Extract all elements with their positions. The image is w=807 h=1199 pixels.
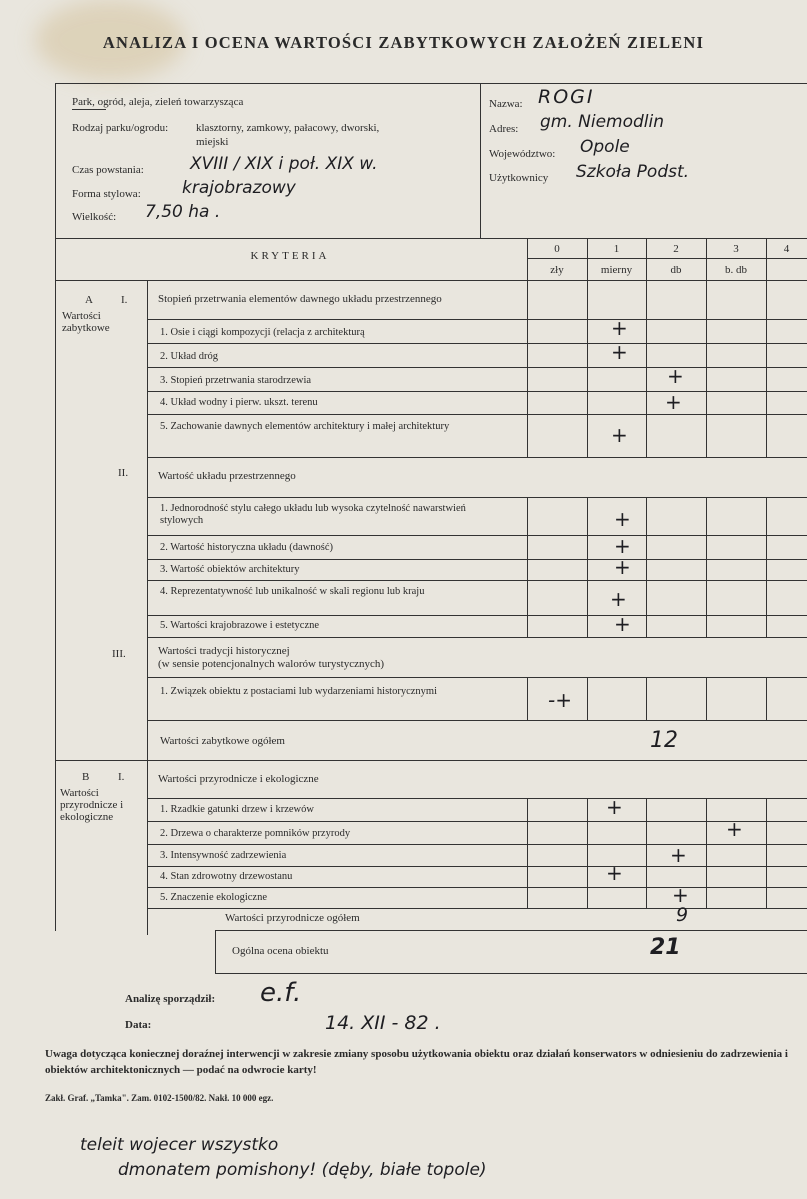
section-b-label: Wartości przyrodnicze i ekologiczne	[60, 787, 124, 823]
b-total-label: Wartości przyrodnicze ogółem	[225, 912, 360, 924]
mark-a2-1: +	[614, 507, 631, 531]
b1-item-4: 4. Stan zdrowotny drzewostanu	[160, 871, 293, 882]
wielkosc-label: Wielkość:	[72, 211, 117, 223]
a1-title: Stopień przetrwania elementów dawnego układu przestrzennego	[158, 293, 442, 305]
handwritten-note-line-1: teleit wojecer wszystko	[80, 1135, 279, 1155]
a-total-label: Wartości zabytkowe ogółem	[160, 735, 285, 747]
a1-item-1: 1. Osie i ciągi kompozycji (relacja z architekturą	[160, 327, 365, 338]
mark-a1-2: +	[611, 340, 628, 364]
nazwa-value: ROGI	[538, 86, 595, 108]
b-total-value: 9	[676, 904, 689, 926]
mark-a1-3: +	[667, 364, 684, 388]
section-a-label: Wartości zabytkowe	[62, 310, 110, 334]
rodzaj-label: Rodzaj parku/ogrodu:	[72, 122, 169, 134]
print-info: Zakł. Graf. „Tamka". Zam. 0102-1500/82. Nakł. 10 000 egz.	[45, 1093, 274, 1103]
czas-label: Czas powstania:	[72, 164, 144, 176]
mark-b1-5: +	[672, 883, 689, 907]
kryteria-header: KRYTERIA	[250, 250, 330, 262]
col-2-num: 2	[673, 243, 679, 255]
type-line	[72, 96, 243, 108]
a1-item-3: 3. Stopień przetrwania starodrzewia	[160, 375, 312, 386]
col-0-num: 0	[554, 243, 560, 255]
a3-title-1: Wartości tradycji historycznej	[158, 645, 290, 657]
section-b-roman: I.	[118, 771, 125, 783]
date-label: Data:	[125, 1019, 152, 1031]
section-b-letter: B	[82, 771, 90, 783]
col-0-label: zły	[550, 264, 564, 276]
a2-title: Wartość układu przestrzennego	[158, 470, 296, 482]
col-4-num: 4	[783, 243, 790, 255]
mark-a1-4: +	[665, 390, 682, 414]
mark-a2-3: +	[614, 555, 631, 579]
handwritten-note-line-2: dmonatem pomishony! (dęby, białe topole)	[118, 1160, 487, 1180]
a-total-value: 12	[650, 728, 678, 753]
woj-value: Opole	[580, 137, 630, 157]
overall-value: 21	[650, 935, 681, 960]
a2-item-4: 4. Reprezentatywność lub unikalność w skali regionu lub kraju	[160, 586, 425, 597]
col-3-num: 3	[733, 243, 739, 255]
mark-a1-5: +	[611, 423, 628, 447]
a2-item-2: 2. Wartość historyczna układu (dawność)	[160, 542, 334, 553]
uzyt-label: Użytkownicy	[489, 172, 549, 184]
a2-item-3: 3. Wartość obiektów architektury	[160, 564, 300, 575]
date-value: 14. XII - 82 .	[325, 1012, 441, 1034]
forma-label: Forma stylowa:	[72, 188, 141, 200]
b1-item-3: 3. Intensywność zadrzewienia	[160, 850, 287, 861]
forma-value: krajobrazowy	[182, 178, 296, 198]
adres-value: gm. Niemodlin	[540, 112, 665, 132]
adres-label: Adres:	[489, 123, 519, 135]
mark-b1-1: +	[606, 795, 623, 819]
author-label: Analizę sporządził:	[125, 993, 216, 1005]
section-a-letter: A	[85, 294, 93, 306]
page-title: ANALIZA I OCENA WARTOŚCI ZABYTKOWYCH ZAŁOŻEŃ ZIELENI	[102, 33, 705, 52]
col-1-label: mierny	[600, 264, 633, 276]
author-signature: e.f.	[260, 978, 302, 1008]
b1-item-5: 5. Znaczenie ekologiczne	[160, 892, 267, 903]
mark-b1-3: +	[670, 843, 687, 867]
park-underline	[72, 109, 106, 110]
nazwa-label: Nazwa:	[489, 98, 523, 110]
a1-item-4: 4. Układ wodny i pierw. ukszt. terenu	[160, 397, 318, 408]
overall-label: Ogólna ocena obiektu	[232, 945, 329, 957]
urgent-note: Uwaga dotycząca koniecznej doraźnej interwencji w zakresie zmiany sposobu użytkowania obiektu oraz działań konserwators w odniesieniu do zadrzewienia i obiektów architektonicznych — podać na odwrocie karty!	[45, 1048, 788, 1076]
uzyt-value: Szkoła Podst.	[576, 162, 690, 182]
mark-b1-2: +	[726, 817, 743, 841]
b1-item-1: 1. Rzadkie gatunki drzew i krzewów	[160, 804, 314, 815]
mark-a1-1: +	[611, 316, 628, 340]
b1-title: Wartości przyrodnicze i ekologiczne	[158, 773, 319, 785]
a1-item-2: 2. Układ dróg	[160, 351, 219, 362]
col-1-num: 1	[613, 243, 620, 255]
section-a-roman: I.	[121, 294, 128, 306]
b1-item-2: 2. Drzewa o charakterze pomników przyrody	[160, 828, 351, 839]
rodzaj-options: klasztorny, zamkowy, pałacowy, dworski,	[196, 122, 380, 134]
mark-a2-2: +	[614, 534, 631, 558]
col-3-label: b. db	[725, 264, 747, 276]
type-line-text: Park, ogród, aleja, zieleń towarzysząca	[72, 96, 244, 108]
rodzaj-options-2: miejski	[196, 136, 229, 148]
col-2-label: db	[670, 264, 682, 276]
mark-a3-1: -+	[548, 688, 572, 712]
a1-item-5: 5. Zachowanie dawnych elementów architektury i małej architektury	[160, 421, 450, 432]
a2-roman: II.	[118, 467, 129, 479]
a3-roman: III.	[112, 648, 126, 660]
wielkosc-value: 7,50 ha .	[145, 202, 221, 222]
a3-item-1: 1. Związek obiektu z postaciami lub wydarzeniami historycznymi	[160, 686, 437, 697]
woj-label: Województwo:	[489, 148, 556, 160]
a2-item-1: 1. Jednorodność stylu całego układu lub wysoka czytelność nawarstwień stylowych	[160, 503, 466, 526]
mark-a2-4: +	[610, 587, 627, 611]
mark-a2-5: +	[614, 612, 631, 636]
a2-item-5: 5. Wartości krajobrazowe i estetyczne	[160, 620, 320, 631]
a3-title-2: (w sensie potencjonalnych walorów turystycznych)	[158, 658, 385, 670]
mark-b1-4: +	[606, 861, 623, 885]
czas-value: XVIII / XIX i poł. XIX w.	[190, 154, 378, 174]
